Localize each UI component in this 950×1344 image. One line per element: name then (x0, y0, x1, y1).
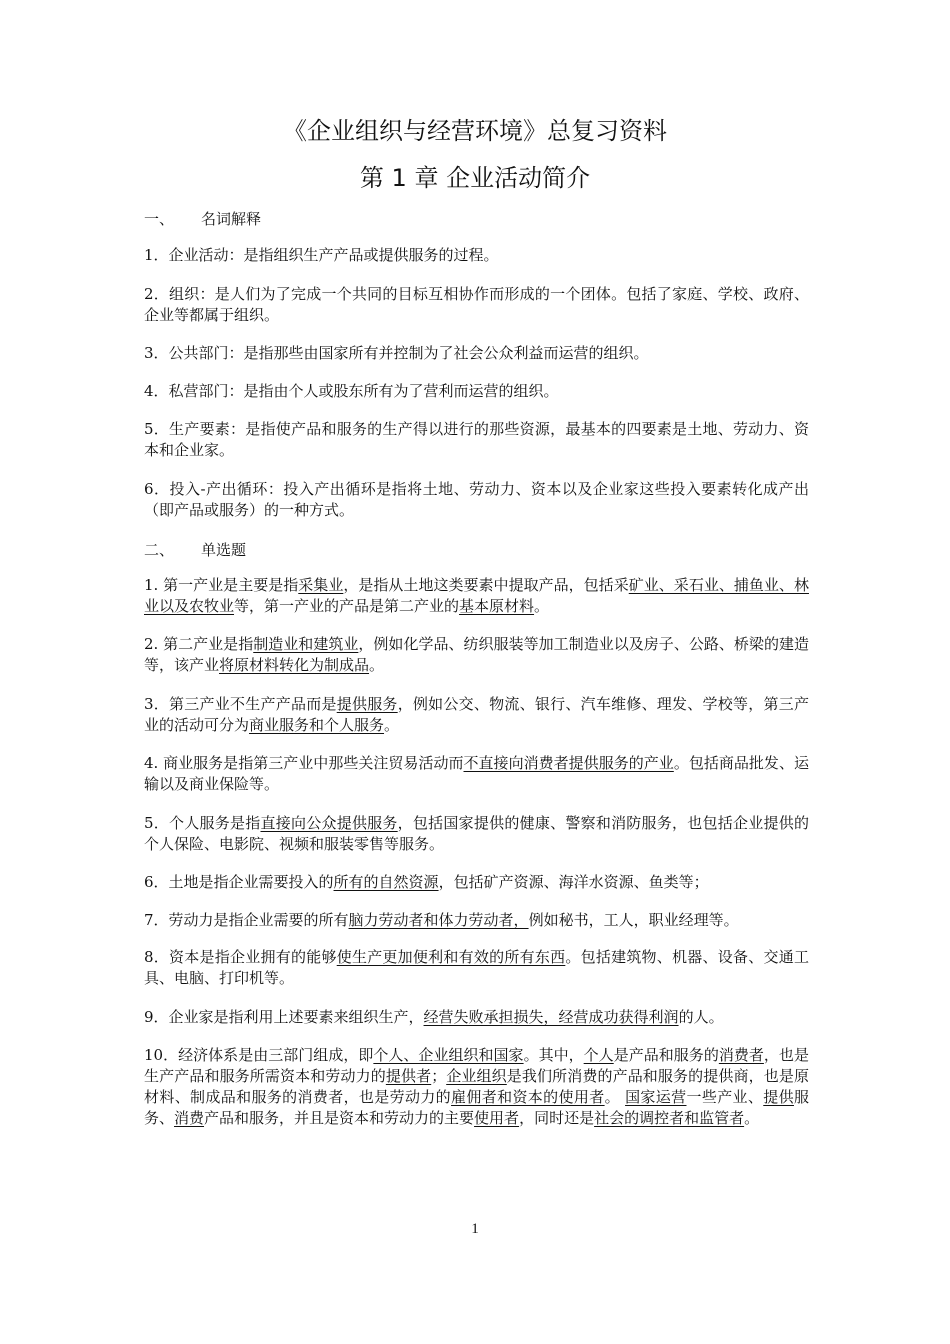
text-segment: 2．组织：是人们为了完成一个共同的目标互相协作而形成的一个团体。包括了家庭、学校、政府、企业等都属于组织。 (144, 285, 809, 324)
text-segment: 1. 第一产业是主要是指 (144, 576, 299, 594)
text-segment: 6．土地是指企业需要投入的 (144, 873, 334, 891)
text-segment: 。包括商品批发、运输以及商业保险等。 (144, 754, 809, 793)
underlined-key-phrase: 企业组织 (446, 1067, 507, 1085)
text-segment: 3．公共部门：是指那些由国家所有并控制为了社会公众利益而运营的组织。 (144, 344, 649, 362)
text-segment: 等，第一产业的产品是第二产业的 (234, 597, 460, 615)
underlined-key-phrase: 提供者 (385, 1067, 432, 1085)
underlined-key-phrase: 国家运营 (625, 1088, 687, 1106)
underlined-key-phrase: 采集业 (298, 576, 344, 594)
text-segment: 7．劳动力是指企业需要的所有 (144, 911, 349, 929)
text-segment: 5．个人服务是指 (144, 814, 261, 832)
definition-item (144, 419, 809, 461)
text-segment: ，包括国家提供的健康、警察和消防服务，也包括企业提供的个人保险、电影院、视频和服装零售等服务。 (144, 814, 809, 853)
text-segment: 9．企业家是指利用上述要素来组织生产， (144, 1008, 424, 1026)
text-segment: 服务、 (144, 1088, 809, 1127)
text-segment: ； (431, 1067, 447, 1085)
section-heading-terms (144, 208, 261, 229)
text-segment: 。 (384, 716, 400, 734)
choice-item (144, 753, 809, 795)
choice-item (144, 872, 809, 893)
choice-item (144, 575, 809, 617)
text-segment: 是我们所消费的产品和服务的提供商，也是原材料、制成品和服务的消费者，也是劳动力的 (144, 1067, 809, 1106)
choice-item (144, 694, 809, 736)
choice-item (144, 634, 809, 676)
text-segment: 。 (369, 656, 385, 674)
text-segment: 2. 第二产业是指 (144, 635, 254, 653)
text-segment: 的人。 (678, 1008, 724, 1026)
underlined-key-phrase: 经营失败承担损失，经营成功获得利润 (423, 1008, 679, 1026)
text-segment: 3．第三产业不生产产品而是 (144, 695, 337, 713)
text-segment: 。包括建筑物、机器、设备、交通工具、电脑、打印机等。 (144, 948, 809, 987)
text-segment: ，是指从土地这类要素中提取产品，包括采 (343, 576, 629, 594)
underlined-key-phrase: 提供服务 (336, 695, 398, 713)
underlined-key-phrase: 使用者 (474, 1109, 520, 1127)
text-segment: 。 (534, 597, 550, 615)
definition-item (144, 381, 809, 402)
text-segment: 10．经济体系是由三部门组成，即 (144, 1046, 374, 1064)
text-segment: 是产品和服务的 (613, 1046, 719, 1064)
text-segment: 。其中， (523, 1046, 584, 1064)
choice-item (144, 910, 809, 931)
underlined-key-phrase: 基本原材料 (459, 597, 535, 615)
underlined-key-phrase: 所有的自然资源 (333, 873, 439, 891)
underlined-key-phrase: 消费 (174, 1109, 205, 1127)
text-segment: 4．私营部门：是指由个人或股东所有为了营利而运营的组织。 (144, 382, 559, 400)
document-title: 《企业组织与经营环境》总复习资料 (283, 117, 667, 145)
choice-item (144, 1045, 809, 1129)
underlined-key-phrase: 使生产更加便利和有效的所有东西 (336, 948, 566, 966)
definition-item (144, 284, 809, 326)
underlined-key-phrase: 社会的调控者和监管者 (594, 1109, 745, 1127)
choice-item (144, 947, 809, 989)
text-segment: ，包括矿产资源、海洋水资源、鱼类等； (438, 873, 709, 891)
text-segment: 。 (744, 1109, 760, 1127)
section-label: 单选题 (201, 541, 247, 559)
section-number: 一、 (144, 210, 175, 228)
text-segment: 例如秘书，工人，职业经理等。 (528, 911, 739, 929)
text-segment: 4. 商业服务是指第三产业中那些关注贸易活动而 (144, 754, 464, 772)
text-segment: ，同时还是 (519, 1109, 595, 1127)
underlined-key-phrase: 商业服务和个人服务 (249, 716, 385, 734)
underlined-key-phrase: 直接向公众提供服务 (260, 814, 398, 832)
choice-item (144, 813, 809, 855)
underlined-key-phrase: 矿业、采石业、捕鱼业、林业以及农牧业 (144, 576, 809, 615)
definition-item (144, 245, 809, 266)
underlined-key-phrase: 个人 (583, 1046, 614, 1064)
choice-item (144, 1007, 809, 1028)
underlined-key-phrase: 雇佣者和资本的使用者 (451, 1088, 605, 1106)
underlined-key-phrase: 不直接向消费者提供服务的产业 (463, 754, 674, 772)
text-segment: 1．企业活动：是指组织生产产品或提供服务的过程。 (144, 246, 499, 264)
text-segment: 6．投入-产出循环：投入产出循环是指将土地、劳动力、资本以及企业家这些投入要素转化成产出（即产品或服务）的一种方式。 (144, 480, 809, 519)
section-label: 名词解释 (201, 210, 262, 228)
text-segment: ，例如公交、物流、银行、汽车维修、理发、学校等，第三产业的活动可分为 (144, 695, 809, 734)
text-segment: ，例如化学品、纺织服装等加工制造业以及房子、公路、桥梁的建造等，该产业 (144, 635, 809, 674)
section-number: 二、 (144, 541, 175, 559)
chapter-title: 第 1 章 企业活动简介 (359, 164, 591, 192)
underlined-key-phrase: 提供 (763, 1088, 794, 1106)
page-number: 1 (471, 1221, 479, 1237)
underlined-key-phrase: 脑力劳动者和体力劳动者， (348, 911, 529, 929)
underlined-key-phrase: 制造业和建筑业 (253, 635, 359, 653)
underlined-key-phrase: 消费者 (718, 1046, 764, 1064)
text-segment: 一些产业、 (686, 1088, 764, 1106)
underlined-key-phrase: 个人、企业组织和国家 (373, 1046, 524, 1064)
definition-item (144, 479, 809, 521)
text-segment: 8．资本是指企业拥有的能够 (144, 948, 337, 966)
section-heading-choice (144, 539, 246, 560)
text-segment: 。 (604, 1088, 626, 1106)
text-segment: 产品和服务，并且是资本和劳动力的主要 (204, 1109, 475, 1127)
text-segment: 5．生产要素：是指使产品和服务的生产得以进行的那些资源，最基本的四要素是土地、劳动力、资本和企业家。 (144, 420, 809, 459)
definition-item (144, 343, 809, 364)
underlined-key-phrase: 将原材料转化为制成品 (219, 656, 370, 674)
text-segment: ，也是生产产品和服务所需资本和劳动力的 (144, 1046, 809, 1085)
